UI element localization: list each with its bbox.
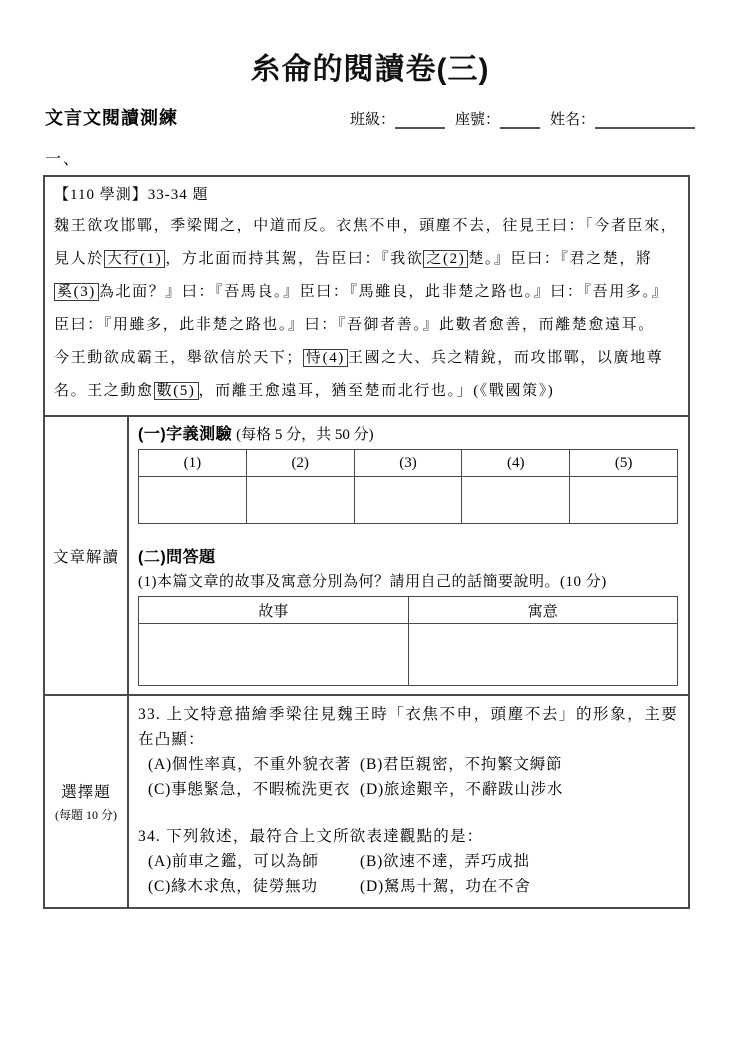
choice-row xyxy=(45,696,688,907)
vocab-section-heading: (一)字義測驗 xyxy=(138,426,233,443)
choice-option: (D)駑馬十駕，功在不舍 xyxy=(360,878,531,895)
interpretation-row-label-cell xyxy=(45,417,129,694)
seat-field xyxy=(455,108,540,129)
interpretation-row xyxy=(45,417,688,696)
choice-option: (B)欲速不達，弄巧成拙 xyxy=(360,853,530,870)
qa-question: (1)本篇文章的故事及寓意分別為何？請用自己的話簡要說明。(10 分) xyxy=(138,574,607,590)
qa-section-heading: (二)問答題 xyxy=(138,549,216,566)
qa-answer-cell xyxy=(139,624,409,686)
class-label: 班級： xyxy=(349,112,395,128)
passage-segment: 王國之大、兵之精銳，而攻邯鄲，以廣地尊 xyxy=(347,350,664,366)
glossed-term: 大行(1) xyxy=(104,250,166,268)
choice-option: (D)旅途艱辛，不辭跋山涉水 xyxy=(360,781,564,798)
qa-answer-cell xyxy=(408,624,678,686)
qa-section-heading-row xyxy=(138,546,678,570)
question-34-number: 34. xyxy=(138,828,161,845)
passage-line xyxy=(54,309,679,342)
passage-segment: 為北面？』曰：『吾馬良。』臣曰：『馬雖良，此非楚之路也。』曰：『吾用多。』 xyxy=(98,284,669,300)
question-33-options xyxy=(138,752,678,802)
passage-line xyxy=(54,243,679,276)
glossed-term: 恃(4) xyxy=(303,349,348,367)
passage-line xyxy=(54,276,679,309)
class-blank xyxy=(395,112,445,129)
passage-line xyxy=(54,210,679,243)
passage-segment: ，而離王愈遠耳，猶至楚而北行也。」(《戰國策》) xyxy=(198,383,555,399)
student-info-fields xyxy=(350,108,695,130)
question-34-stem xyxy=(138,824,678,849)
worksheet-table xyxy=(43,175,690,909)
vocab-score-note: (每格 5 分，共 50 分) xyxy=(236,427,374,443)
choice-content xyxy=(129,696,688,907)
question-34-text: 下列敘述，最符合上文所欲表達觀點的是： xyxy=(166,828,484,845)
vocab-answer-cell xyxy=(246,477,354,524)
glossed-term: 之(2) xyxy=(423,250,468,268)
choice-option: (C)緣木求魚，徒勞無功 xyxy=(148,878,318,895)
seat-blank xyxy=(500,112,540,129)
vocab-answer-cell xyxy=(570,477,678,524)
passage-segment: 名。王之動愈 xyxy=(54,383,154,399)
choice-row-label-cell xyxy=(45,696,129,907)
passage-cell xyxy=(45,177,688,417)
glossed-term: 奚(3) xyxy=(54,283,99,301)
choice-row-label: 選擇題 xyxy=(61,784,111,801)
name-field xyxy=(550,108,695,129)
qa-table-header-row xyxy=(139,597,678,624)
page-title: 糸侖的閱讀卷(三) xyxy=(250,53,490,86)
passage-segment: 見人於 xyxy=(54,251,104,267)
passage-segment: 楚。』臣曰：『君之楚，將 xyxy=(468,251,653,267)
question-34-options xyxy=(138,849,678,899)
choice-option: (A)個性率真，不重外貌衣著 xyxy=(148,756,352,773)
vocab-column-header: (5) xyxy=(570,450,678,477)
seat-label: 座號： xyxy=(454,112,500,128)
qa-table xyxy=(138,596,678,686)
vocab-column-header: (4) xyxy=(462,450,570,477)
vocab-table-answer-row xyxy=(139,477,678,524)
vocab-column-header: (3) xyxy=(354,450,462,477)
vocab-table xyxy=(138,449,678,524)
name-label: 姓名： xyxy=(549,112,595,128)
passage-segment: 臣曰：『用雖多，此非楚之路也。』曰：『吾御者善。』此數者愈善，而離楚愈遠耳。 xyxy=(54,317,655,333)
passage-segment: ，方北面而持其駕，告臣曰：『我欲 xyxy=(165,251,424,267)
passage-line xyxy=(54,375,679,408)
question-33-number: 33. xyxy=(138,706,161,723)
choice-option: (B)君臣親密，不拘繁文縟節 xyxy=(360,756,563,773)
choice-option: (C)事態緊急，不暇梳洗更衣 xyxy=(148,781,351,798)
choice-option: (A)前車之鑑，可以為師 xyxy=(148,853,319,870)
passage-segment: 魏王欲攻邯鄲，季梁聞之，中道而反。衣焦不申，頭塵不去，往見王曰：「今者臣來， xyxy=(54,218,678,234)
qa-column-header: 故事 xyxy=(139,597,409,624)
qa-table-answer-row xyxy=(139,624,678,686)
class-field xyxy=(350,108,445,129)
passage-source-tag: 【110 學測】33-34 題 xyxy=(54,187,209,203)
interpretation-content xyxy=(129,417,688,694)
choice-points-note: (每題 10 分) xyxy=(55,808,117,822)
question-34 xyxy=(138,824,678,899)
question-33-stem xyxy=(138,702,678,752)
vocab-section-heading-row xyxy=(138,423,678,447)
vocab-column-header: (2) xyxy=(246,450,354,477)
interpretation-row-label: 文章解讀 xyxy=(52,548,119,566)
vocab-column-header: (1) xyxy=(139,450,247,477)
vocab-answer-cell xyxy=(462,477,570,524)
question-33 xyxy=(138,702,678,802)
worksheet-subtitle: 文言文閱讀測練 xyxy=(45,108,178,128)
header-row xyxy=(45,104,695,130)
section-number: 一、 xyxy=(45,151,82,168)
question-33-text: 上文特意描繪季梁往見魏王時「衣焦不申，頭塵不去」的形象，主要在凸顯： xyxy=(138,706,678,748)
passage-text xyxy=(54,210,679,408)
vocab-table-header-row xyxy=(139,450,678,477)
vocab-answer-cell xyxy=(354,477,462,524)
passage-segment: 今王動欲成霸王，舉欲信於天下； xyxy=(54,350,304,366)
qa-column-header: 寓意 xyxy=(408,597,678,624)
name-blank xyxy=(595,112,695,129)
vocab-answer-cell xyxy=(139,477,247,524)
passage-line xyxy=(54,342,679,375)
glossed-term: 數(5) xyxy=(154,382,199,400)
